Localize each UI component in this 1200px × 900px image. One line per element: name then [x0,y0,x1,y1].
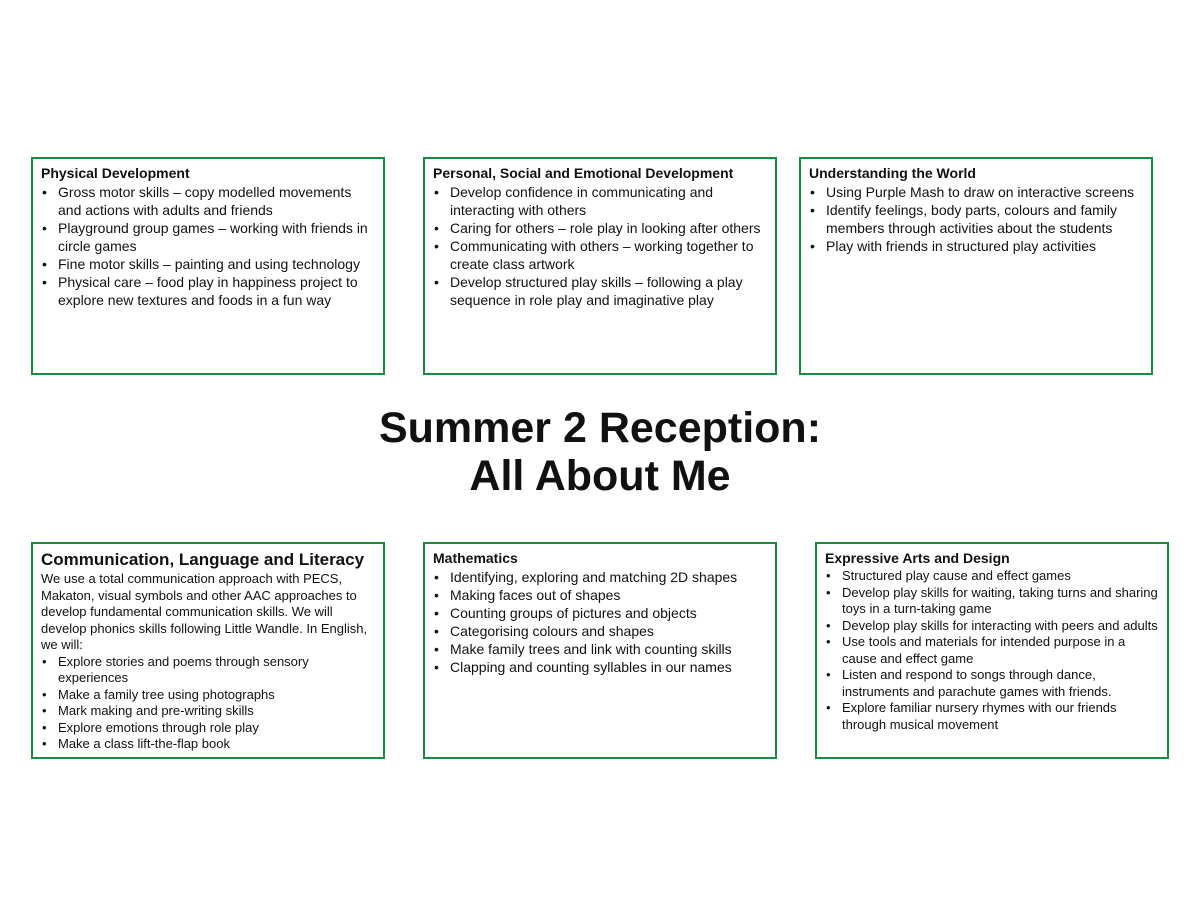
list-item: • Communicating with others – working together to create class artwork [433,237,767,273]
physical-development-title: Physical Development [41,165,190,181]
list-item: • Make a class lift-the-flap book [41,736,375,753]
communication-language-literacy-box [31,542,385,759]
list-item: • Make a family tree using photographs [41,687,375,704]
physical-development-box [31,157,385,375]
list-item: • Develop play skills for interacting with peers and adults [825,618,1159,635]
list-item: • Make family trees and link with counting skills [433,640,767,658]
list-item: • Gross motor skills – copy modelled movements and actions with adults and friends [41,183,375,219]
list-item: • Identify feelings, body parts, colours and family members through activities about the students [809,201,1143,237]
list-item: • Categorising colours and shapes [433,622,767,640]
understanding-world-list [809,183,1143,255]
list-item: • Structured play cause and effect games [825,568,1159,585]
page-title-line-1: Summer 2 Reception: [378,404,822,452]
communication-language-literacy-list [41,654,375,753]
list-item: • Counting groups of pictures and objects [433,604,767,622]
list-item: • Explore familiar nursery rhymes with our friends through musical movement [825,700,1159,733]
list-item: • Develop play skills for waiting, taking turns and sharing toys in a turn-taking game [825,585,1159,618]
list-item: • Clapping and counting syllables in our names [433,658,767,676]
list-item: • Playground group games – working with friends in circle games [41,219,375,255]
page-title-line-2: All About Me [469,452,731,500]
list-item: • Caring for others – role play in looking after others [433,219,767,237]
list-item: • Develop structured play skills – following a play sequence in role play and imaginative play [433,273,767,309]
list-item: • Listen and respond to songs through dance, instruments and parachute games with friends. [825,667,1159,700]
list-item: • Physical care – food play in happiness project to explore new textures and foods in a fun way [41,273,375,309]
mathematics-list [433,568,767,676]
page-title [0,404,1200,500]
mathematics-title: Mathematics [433,550,518,566]
mathematics-box [423,542,777,759]
list-item: • Develop confidence in communicating and interacting with others [433,183,767,219]
understanding-world-box [799,157,1153,375]
list-item: • Play with friends in structured play activities [809,237,1143,255]
expressive-arts-design-list [825,568,1159,733]
physical-development-list [41,183,375,309]
communication-language-literacy-title: Communication, Language and Literacy [41,550,365,569]
list-item: • Identifying, exploring and matching 2D shapes [433,568,767,586]
list-item: • Explore stories and poems through sensory experiences [41,654,375,687]
list-item: • Making faces out of shapes [433,586,767,604]
personal-social-emotional-title: Personal, Social and Emotional Development [433,165,734,181]
personal-social-emotional-box [423,157,777,375]
list-item: • Fine motor skills – painting and using technology [41,255,375,273]
list-item: • Mark making and pre-writing skills [41,703,375,720]
list-item: • Explore emotions through role play [41,720,375,737]
expressive-arts-design-title: Expressive Arts and Design [825,550,1010,566]
understanding-world-title: Understanding the World [809,165,976,181]
personal-social-emotional-list [433,183,767,309]
communication-language-literacy-intro: We use a total communication approach with PECS, Makaton, visual symbols and other AAC approaches to develop fundamental communication skills. We will develop phonics skills following Little Wandle. In English, we will: [41,571,368,652]
expressive-arts-design-box [815,542,1169,759]
list-item: • Using Purple Mash to draw on interactive screens [809,183,1143,201]
list-item: • Use tools and materials for intended purpose in a cause and effect game [825,634,1159,667]
